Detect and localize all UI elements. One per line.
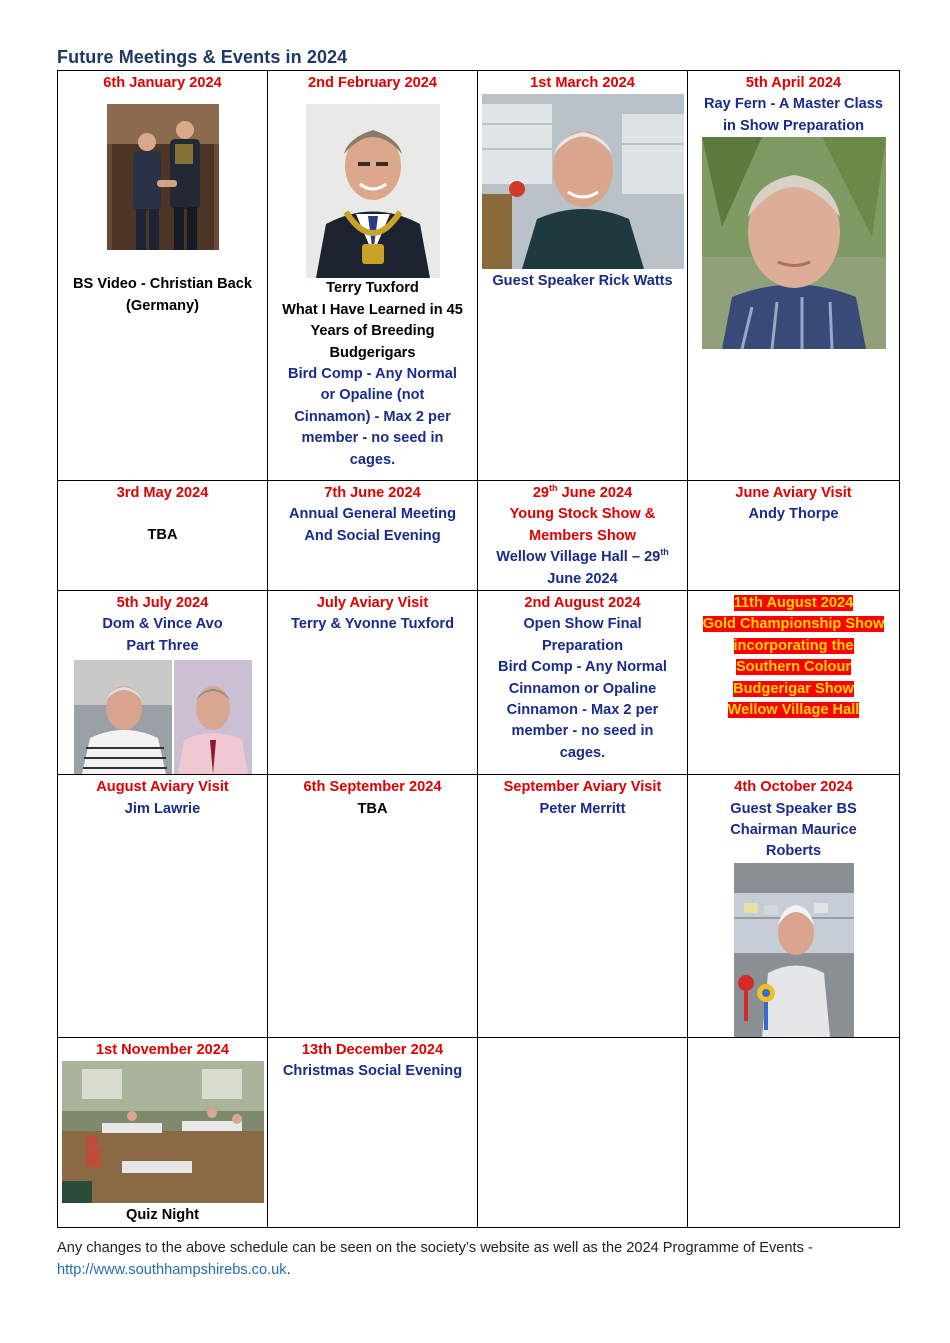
event-caption: BS Video - Christian Back <box>73 276 252 293</box>
event-cell-aug <box>478 591 688 775</box>
dom-vince-photo <box>74 660 252 774</box>
highlight-text: 11th August 2024 <box>733 595 854 612</box>
event-cell-jan <box>58 71 268 481</box>
bird-comp-text: Cinnamon) - Max 2 per <box>294 408 451 425</box>
event-title: Terry & Yvonne Tuxford <box>291 616 454 633</box>
event-cell-sep-visit <box>478 775 688 1038</box>
event-cell-mar <box>478 71 688 481</box>
rick-watts-photo <box>482 94 684 269</box>
event-date: September Aviary Visit <box>503 779 662 796</box>
event-date: 6th September 2024 <box>303 779 442 796</box>
event-cell-jun29 <box>478 481 688 591</box>
highlight-text: Budgerigar Show <box>733 680 854 697</box>
event-cell-aug-visit <box>58 775 268 1038</box>
event-caption: Quiz Night <box>126 1207 199 1224</box>
event-date: 5th April 2024 <box>745 75 842 91</box>
event-title: Guest Speaker BS <box>730 800 857 817</box>
website-link[interactable]: http://www.southhampshirebs.co.uk <box>57 1261 287 1278</box>
quiz-night-photo <box>62 1061 264 1203</box>
footer-note <box>57 1238 897 1281</box>
bird-comp-text: member - no seed in <box>511 723 654 740</box>
event-caption: Guest Speaker Rick Watts <box>492 273 673 290</box>
event-cell-aug11 <box>688 591 900 775</box>
event-date: 3rd May 2024 <box>116 485 209 501</box>
event-title: Years of Breeding <box>310 323 435 340</box>
highlight-text: Gold Championship Show <box>702 616 885 633</box>
event-date: 7th June 2024 <box>324 485 421 501</box>
bird-comp-text: cages. <box>559 744 606 761</box>
event-tba: TBA <box>147 527 178 544</box>
event-title: Budgerigars <box>329 344 416 361</box>
event-cell-apr <box>688 71 900 481</box>
bird-comp-text: cages. <box>349 451 396 468</box>
event-title: Open Show Final <box>523 616 642 633</box>
bird-comp-text: Bird Comp - Any Normal <box>288 366 457 383</box>
event-venue: June 2024 <box>547 570 618 587</box>
event-title: Annual General Meeting <box>288 506 457 523</box>
event-date: August Aviary Visit <box>96 779 229 796</box>
event-cell-empty <box>478 1037 688 1227</box>
event-cell-june-visit <box>688 481 900 591</box>
event-title: in Show Preparation <box>722 117 865 134</box>
event-cell-dec <box>268 1037 478 1227</box>
event-title: Ray Fern - A Master Class <box>704 96 883 113</box>
event-date: 2nd February 2024 <box>308 75 437 91</box>
event-cell-feb <box>268 71 478 481</box>
event-date: 2nd August 2024 <box>524 595 641 612</box>
event-tba: TBA <box>357 800 388 817</box>
event-date: June Aviary Visit <box>735 485 852 501</box>
event-title: Peter Merritt <box>539 800 626 817</box>
event-title: Jim Lawrie <box>124 800 201 817</box>
highlight-text: Wellow Village Hall <box>727 702 860 719</box>
event-date: 1st March 2024 <box>530 75 635 91</box>
event-date: 5th July 2024 <box>116 595 209 612</box>
event-cell-july-visit <box>268 591 478 775</box>
event-title: Christmas Social Evening <box>282 1063 463 1080</box>
event-title: Members Show <box>528 527 637 544</box>
event-date: 13th December 2024 <box>301 1041 444 1058</box>
event-title: And Social Evening <box>304 527 441 544</box>
event-title: Dom & Vince Avo <box>102 616 223 633</box>
handshake-photo <box>107 104 219 250</box>
event-title: Part Three <box>126 637 199 654</box>
highlight-text: Southern Colour <box>735 659 852 676</box>
event-title: Andy Thorpe <box>748 506 839 523</box>
highlight-text: incorporating the <box>733 637 854 654</box>
page-title: Future Meetings & Events in 2024 <box>57 47 348 67</box>
event-date: July Aviary Visit <box>316 595 429 612</box>
event-cell-sep <box>268 775 478 1038</box>
bird-comp-text: or Opaline (not <box>320 387 425 404</box>
event-title: Roberts <box>765 843 822 860</box>
bird-comp-text: Cinnamon or Opaline <box>508 680 657 697</box>
event-date: 29th June 2024 <box>532 483 633 501</box>
event-cell-jun <box>268 481 478 591</box>
gold-championship-block <box>692 593 895 721</box>
event-title: Young Stock Show & <box>509 506 656 523</box>
event-cell-may <box>58 481 268 591</box>
event-caption: (Germany) <box>126 297 199 314</box>
event-title: Preparation <box>541 637 624 654</box>
event-date: 6th January 2024 <box>103 75 222 91</box>
events-table <box>57 70 900 1228</box>
footer-period: . <box>286 1261 291 1278</box>
terry-tuxford-photo <box>306 104 440 278</box>
ray-fern-photo <box>702 137 886 349</box>
event-date: 4th October 2024 <box>734 779 853 796</box>
event-speaker: Terry Tuxford <box>326 280 419 297</box>
event-date: 1st November 2024 <box>95 1041 230 1058</box>
bird-comp-text: Bird Comp - Any Normal <box>498 659 667 676</box>
event-cell-nov <box>58 1037 268 1227</box>
event-title: What I Have Learned in 45 <box>282 301 463 318</box>
event-cell-jul <box>58 591 268 775</box>
event-cell-empty <box>688 1037 900 1227</box>
event-cell-oct <box>688 775 900 1038</box>
maurice-roberts-photo <box>734 863 854 1037</box>
bird-comp-text: member - no seed in <box>301 430 444 447</box>
bird-comp-text: Cinnamon - Max 2 per <box>506 702 659 719</box>
footer-text: Any changes to the above schedule can be seen on the society’s website as well as the 2024 Programme of Events - <box>57 1240 813 1256</box>
event-title: Chairman Maurice <box>730 822 857 839</box>
event-venue: Wellow Village Hall – 29th <box>496 547 669 566</box>
